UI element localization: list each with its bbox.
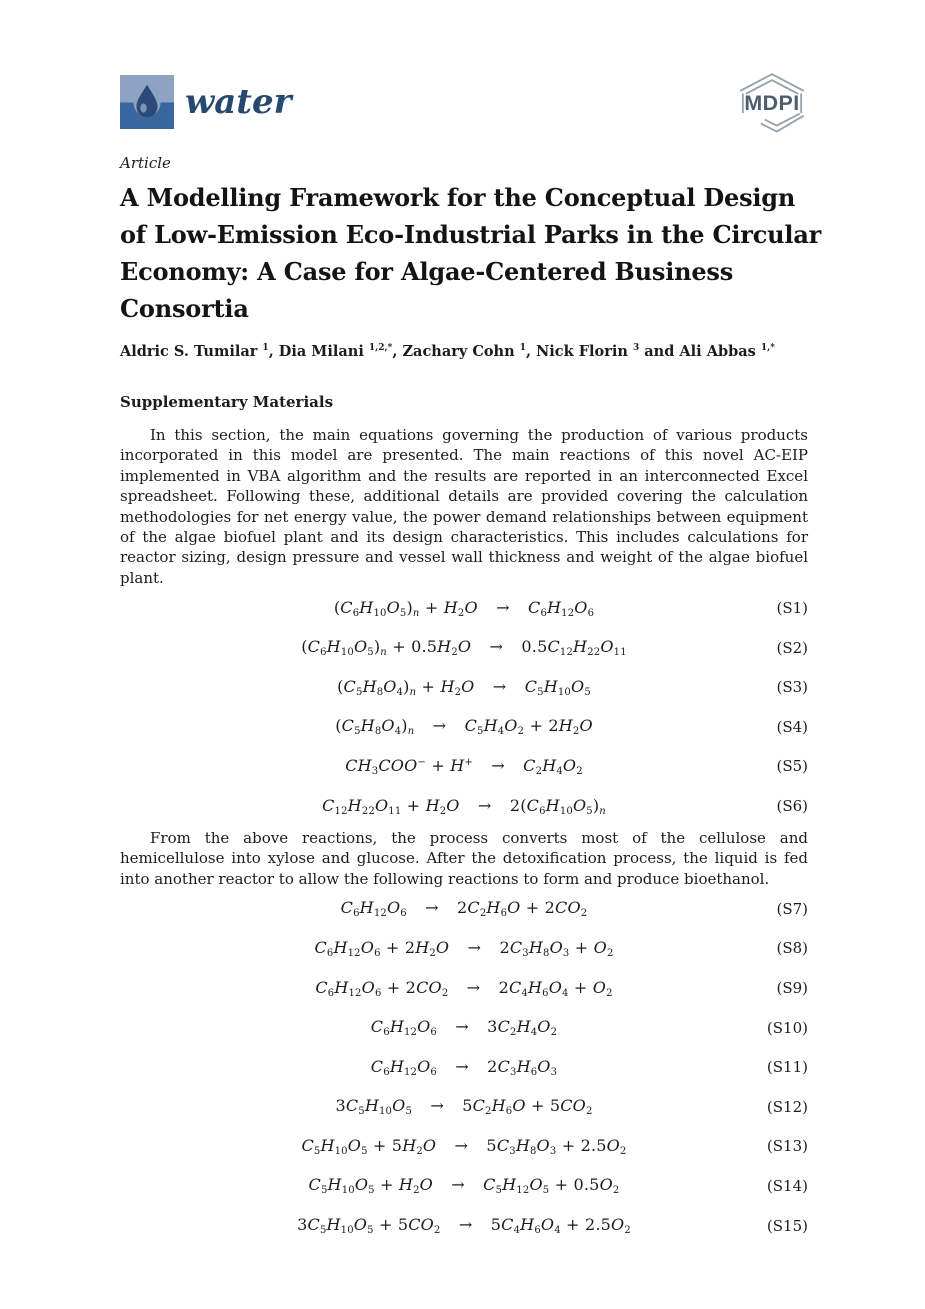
equation-row-s8: [120, 929, 808, 969]
equation-label: (S11): [766, 1058, 808, 1077]
equation-label: (S3): [776, 678, 808, 697]
equation-label: (S12): [766, 1097, 808, 1116]
mdpi-wordmark: MDPI: [744, 91, 800, 116]
water-drop-icon: [120, 75, 174, 129]
equation-formula: $(C_5H_8O_4)_n + H_2O \to C_5H_{10}O_5$: [337, 676, 591, 698]
equation-label: (S7): [776, 899, 808, 918]
mdpi-hexagon-icon: [736, 71, 808, 133]
equation-row-s13: [120, 1127, 808, 1167]
equation-formula: $C_{12}H_{22}O_{11} + H_2O \to 2(C_6H_{10}O_5)_n$: [322, 795, 606, 817]
equation-formula: $C_6H_{12}O_6 + 2H_2O \to 2C_3H_8O_3 + O_2$: [314, 937, 614, 959]
title-line: A Modelling Framework for the Conceptual Design: [120, 183, 796, 212]
intro-paragraph: In this section, the main equations governing the production of various products incorporated in this model are presented. The main reactions of this novel AC-EIP implemented in VBA algorithm and the results are reported in an interconnected Excel spreadsheet. Following these, additional details are provided covering the calculation methodologies for net energy value, the power demand relationships between equipment of the algae biofuel plant and its design characteristics. This includes calculations for reactor sizing, design pressure and vessel wall thickness and weight of the algae biofuel plant.: [120, 426, 808, 587]
authors-line: Aldric S. Tumilar $^1$, Dia Milani $^{1,2,*}$, Zachary Cohn $^1$, Nick Florin $^3$ and Ali Abbas $^{1,*}$: [120, 343, 775, 360]
section-heading: Supplementary Materials: [120, 393, 334, 411]
equation-row-s6: [120, 786, 808, 826]
equation-label: (S5): [776, 757, 808, 776]
equation-label: (S15): [766, 1216, 808, 1235]
equation-formula: $(C_6H_{10}O_5)_n + H_2O \to C_6H_{12}O_6$: [333, 597, 595, 619]
equation-block-2: [120, 889, 808, 1245]
equation-formula: $(C_6H_{10}O_5)_n + 0.5H_2O \to 0.5C_{12}H_{22}O_{11}$: [301, 637, 627, 659]
equation-formula: $C_6H_{12}O_6 \to 2C_3H_6O_3$: [370, 1056, 558, 1078]
equation-row-s14: [120, 1166, 808, 1206]
equation-label: (S9): [776, 979, 808, 998]
equation-formula: $(C_5H_8O_4)_n \to C_5H_4O_2 + 2H_2O$: [335, 716, 593, 738]
equation-label: (S14): [766, 1176, 808, 1195]
page-title: [120, 179, 822, 327]
equation-row-s10: [120, 1008, 808, 1048]
equation-formula: $3C_5H_{10}O_5 \to 5C_2H_6O + 5CO_2$: [335, 1096, 593, 1118]
equation-formula: $C_6H_{12}O_6 + 2CO_2 \to 2C_4H_6O_4 + O_2$: [315, 977, 613, 999]
equation-row-s11: [120, 1047, 808, 1087]
equation-label: (S10): [766, 1018, 808, 1037]
equation-formula: $C_5H_{10}O_5 + 5H_2O \to 5C_3H_8O_3 + 2.5O_2$: [301, 1135, 627, 1157]
mdpi-logo: [736, 71, 808, 137]
equation-formula: $C_6H_{12}O_6 \to 3C_2H_4O_2$: [370, 1017, 558, 1039]
equation-row-s9: [120, 968, 808, 1008]
equation-label: (S4): [776, 717, 808, 736]
journal-header: [120, 0, 808, 133]
equation-formula: $3C_5H_{10}O_5 + 5CO_2 \to 5C_4H_6O_4 + 2.5O_2$: [297, 1215, 631, 1237]
title-line: Consortia: [120, 294, 249, 323]
equation-label: (S8): [776, 939, 808, 958]
equation-label: (S6): [776, 797, 808, 816]
article-type-label: Article: [120, 154, 171, 172]
equation-label: (S2): [776, 638, 808, 657]
equation-row-s15: [120, 1206, 808, 1246]
water-journal-logo: [120, 75, 292, 129]
equation-row-s4: [120, 707, 808, 747]
equation-formula: $CH_3COO^- + H^+ \to C_2H_4O_2$: [345, 755, 583, 777]
equation-row-s12: [120, 1087, 808, 1127]
equation-row-s3: [120, 667, 808, 707]
equation-formula: $C_6H_{12}O_6 \to 2C_2H_6O + 2CO_2$: [340, 898, 588, 920]
equation-label: (S1): [776, 599, 808, 618]
title-line: of Low-Emission Eco-Industrial Parks in the Circular: [120, 220, 822, 249]
journal-name: water: [185, 82, 292, 122]
equation-row-s7: [120, 889, 808, 929]
equation-formula: $C_5H_{10}O_5 + H_2O \to C_5H_{12}O_5 + 0.5O_2$: [308, 1175, 620, 1197]
equation-row-s2: [120, 628, 808, 668]
equation-label: (S13): [766, 1137, 808, 1156]
equation-row-s1: [120, 588, 808, 628]
equation-block-1: [120, 588, 808, 826]
equation-row-s5: [120, 747, 808, 787]
connecting-paragraph: From the above reactions, the process converts most of the cellulose and hemicellulose into xylose and glucose. After the detoxification process, the liquid is fed into another reactor to allow the following reactions to form and produce bioethanol.: [120, 828, 808, 888]
title-line: Economy: A Case for Algae-Centered Business: [120, 257, 734, 286]
